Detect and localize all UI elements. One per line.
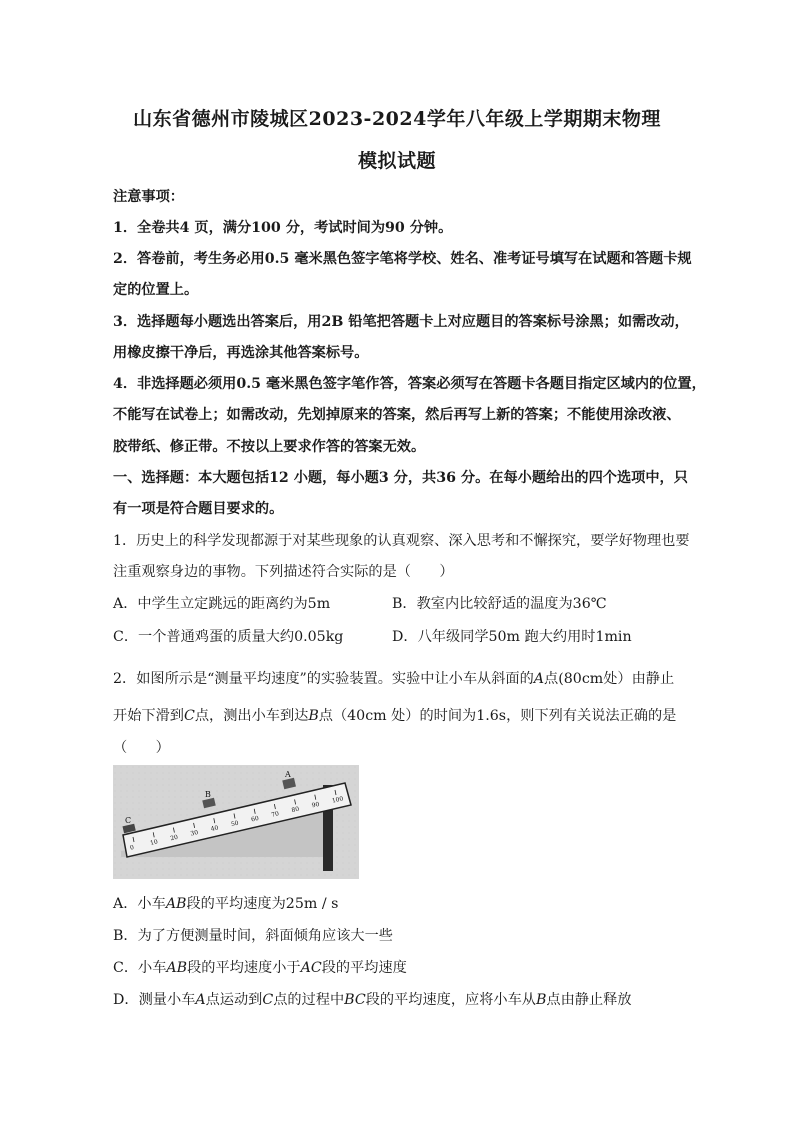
ruler-tick-label: 0 (129, 844, 135, 852)
ruler-tick-label: 10 (149, 838, 159, 847)
notice-item-4-cont2: 胶带纸、修正带。不按以上要求作答的答案无效。 (113, 439, 426, 455)
notice-item-4: 4．非选择题必须用0.5 毫米黑色签字笔作答，答案必须写在答题卡各题目指定区域内的位置， (113, 376, 706, 392)
figure-label-a: A (285, 770, 291, 779)
q2-stem-blank: （ ） (113, 740, 170, 756)
notice-item-2: 2．答卷前，考生务必用0.5 毫米黑色签字笔将学校、姓名、准考证号填写在试题和答题卡规 (113, 251, 692, 267)
section-heading: 一、选择题：本大题包括12 小题，每小题3 分，共36 分。在每小题给出的四个选项中，只 (113, 470, 688, 486)
ruler-tick-label: 70 (270, 810, 280, 819)
ruler-tick-label: 40 (210, 824, 220, 833)
q2-option-a: A．小车AB段的平均速度为25m / s (113, 896, 339, 912)
notice-item-3: 3．选择题每小题选出答案后，用2B 铅笔把答题卡上对应题目的答案标号涂黑；如需改动， (113, 314, 689, 330)
notice-item-3-cont: 用橡皮擦干净后，再选涂其他答案标号。 (113, 345, 369, 361)
q1-option-c: C．一个普通鸡蛋的质量大约0.05kg (113, 629, 344, 645)
notice-heading: 注意事项： (113, 189, 184, 205)
ruler-tick-label: 90 (311, 800, 321, 810)
q1-option-b: B．教室内比较舒适的温度为36℃ (392, 596, 607, 612)
section-heading-cont: 有一项是符合题目要求的。 (113, 501, 284, 517)
ruler-tick-label: 30 (189, 829, 199, 838)
exam-title: 山东省德州市陵城区2023-2024学年八年级上学期期末物理 (133, 108, 661, 130)
ruler-tick-label: 60 (250, 814, 260, 824)
ruler-tick-label: 20 (169, 833, 179, 843)
ruler-tick-label: 100 (331, 795, 345, 805)
q2-stem: 2．如图所示是“测量平均速度”的实验装置。实验中让小车从斜面的A点(80cm处）由静止 (113, 671, 675, 687)
q2-option-d: D．测量小车A点运动到C点的过程中BC段的平均速度，应将小车从B点由静止释放 (113, 992, 632, 1008)
q1-option-a: A．中学生立定跳远的距离约为5m (113, 596, 331, 612)
figure-label-c: C (125, 816, 132, 825)
incline-figure (113, 765, 359, 879)
exam-subtitle: 模拟试题 (357, 150, 436, 172)
notice-item-2-cont: 定的位置上。 (113, 282, 199, 298)
q1-option-d: D．八年级同学50m 跑大约用时1min (392, 629, 632, 645)
figure-label-b: B (205, 790, 211, 799)
q1-stem-cont: 注重观察身边的事物。下列描述符合实际的是（ ） (113, 564, 454, 580)
q1-stem: 1．历史上的科学发现都源于对某些现象的认真观察、深入思考和不懈探究，要学好物理也要 (113, 533, 690, 549)
q2-option-c: C．小车AB段的平均速度小于AC段的平均速度 (113, 960, 407, 976)
notice-item-4-cont: 不能写在试卷上；如需改动，先划掉原来的答案，然后再写上新的答案；不能使用涂改液、 (113, 407, 681, 423)
q2-stem-cont: 开始下滑到C点，测出小车到达B点（40cm 处）的时间为1.6s，则下列有关说法正确的是 (113, 708, 677, 724)
ruler-tick-label: 80 (290, 805, 300, 815)
ruler-tick-label: 50 (230, 819, 240, 829)
q2-option-b: B．为了方便测量时间，斜面倾角应该大一些 (113, 928, 393, 944)
notice-item-1: 1．全卷共4 页，满分100 分，考试时间为90 分钟。 (113, 220, 453, 236)
